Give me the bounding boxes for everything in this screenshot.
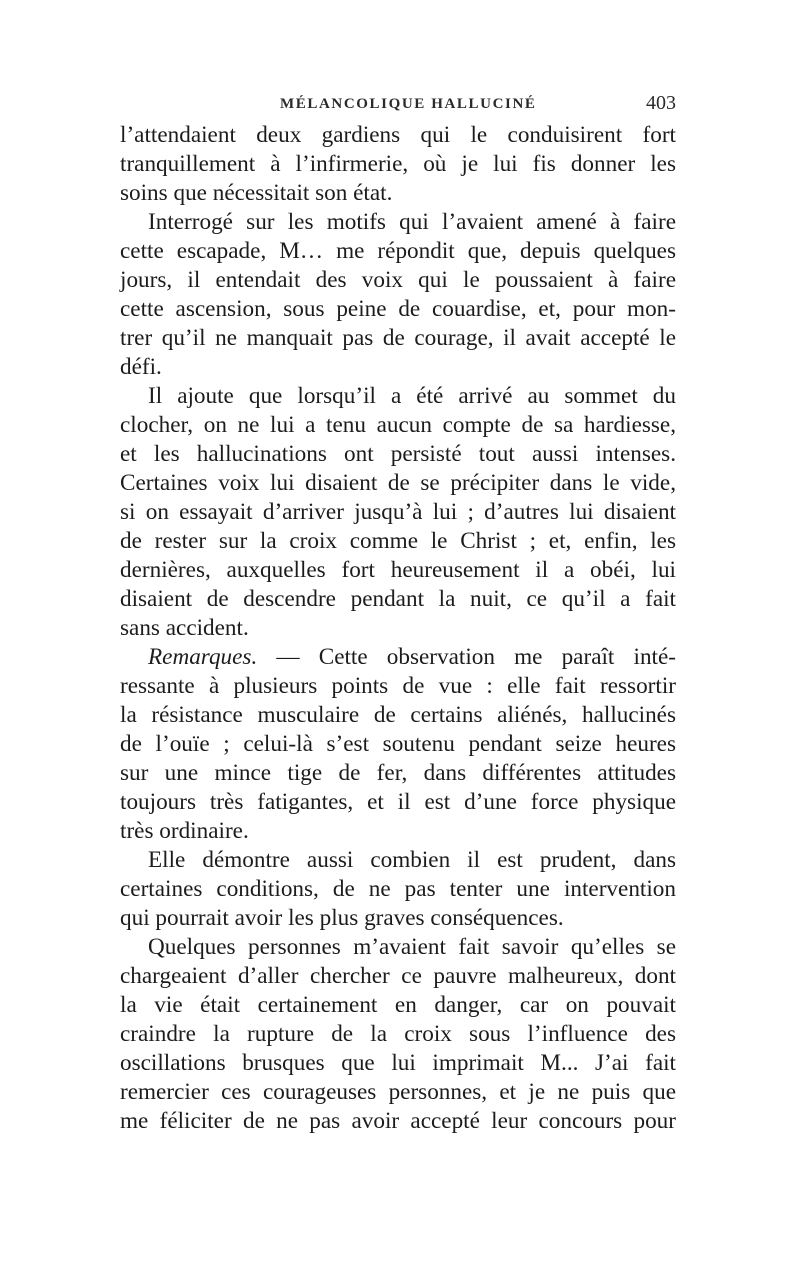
text-line: tranquillement à l’infirmerie, où je lui fis donner les (120, 151, 676, 177)
running-title: MÉLANCOLIQUE HALLUCINÉ (280, 96, 537, 112)
text-line: Elle démontre aussi combien il est prudent, dans (148, 847, 676, 873)
body-text (120, 121, 676, 1136)
text-line: soins que nécessitait son état. (120, 180, 393, 206)
text-line: si on essayait d’arriver jusqu’à lui ; d’autres lui disaient (120, 499, 676, 525)
text-line: dernières, auxquelles fort heureusement il a obéi, lui (120, 557, 676, 583)
text-line: et les hallucinations ont persisté tout aussi intenses. (120, 441, 676, 467)
text-line: me féliciter de ne pas avoir accepté leur concours pour (120, 1108, 676, 1134)
text-line: la résistance musculaire de certains aliénés, hallucinés (120, 702, 676, 728)
text-line: jours, il entendait des voix qui le poussaient à faire (120, 267, 676, 293)
paragraph (120, 382, 676, 643)
text-line: de rester sur la croix comme le Christ ; et, enfin, les (120, 528, 676, 554)
text-line: disaient de descendre pendant la nuit, ce qu’il a fait (120, 586, 676, 612)
text-line: clocher, on ne lui a tenu aucun compte de sa hardiesse, (120, 412, 676, 438)
text-line: oscillations brusques que lui imprimait M... J’ai fait (120, 1050, 676, 1076)
text-fragment: — Cette observation me paraît inté- (257, 644, 676, 670)
text-line: cette escapade, M… me répondit que, depuis quelques (120, 238, 676, 264)
text-line: qui pourrait avoir les plus graves conséquences. (120, 905, 564, 931)
paragraph (120, 121, 676, 208)
text-line: très ordinaire. (120, 818, 249, 844)
paragraph (120, 208, 676, 382)
text-line: craindre la rupture de la croix sous l’influence des (120, 1021, 676, 1047)
section-lead: Remarques. (148, 644, 258, 670)
text-line: ressante à plusieurs points de vue : elle fait ressortir (120, 673, 676, 699)
text-line: Interrogé sur les motifs qui l’avaient amené à faire (148, 209, 676, 235)
text-line (120, 643, 676, 672)
paragraph (120, 643, 676, 846)
text-line: chargeaient d’aller chercher ce pauvre malheureux, dont (120, 963, 676, 989)
text-line: certaines conditions, de ne pas tenter une intervention (120, 876, 676, 902)
text-line: la vie était certainement en danger, car on pouvait (120, 992, 676, 1018)
text-line: trer qu’il ne manquait pas de courage, il avait accepté le (120, 325, 676, 351)
text-line: Il ajoute que lorsqu’il a été arrivé au sommet du (148, 383, 676, 409)
text-line: l’attendaient deux gardiens qui le conduisirent fort (120, 122, 676, 148)
text-line: remercier ces courageuses personnes, et je ne puis que (120, 1079, 676, 1105)
page-number: 403 (646, 92, 676, 114)
text-line: cette ascension, sous peine de couardise, et, pour mon- (120, 296, 676, 322)
text-line: sans accident. (120, 615, 249, 641)
text-line: sur une mince tige de fer, dans différentes attitudes (120, 760, 676, 786)
running-head (120, 92, 680, 118)
paragraph (120, 933, 676, 1136)
text-line: toujours très fatigantes, et il est d’une force physique (120, 789, 676, 815)
paragraph (120, 846, 676, 933)
text-line: Certaines voix lui disaient de se précipiter dans le vide, (120, 470, 676, 496)
text-line: de l’ouïe ; celui-là s’est soutenu pendant seize heures (120, 731, 676, 757)
text-line: Quelques personnes m’avaient fait savoir qu’elles se (148, 934, 676, 960)
text-line: défi. (120, 354, 162, 380)
